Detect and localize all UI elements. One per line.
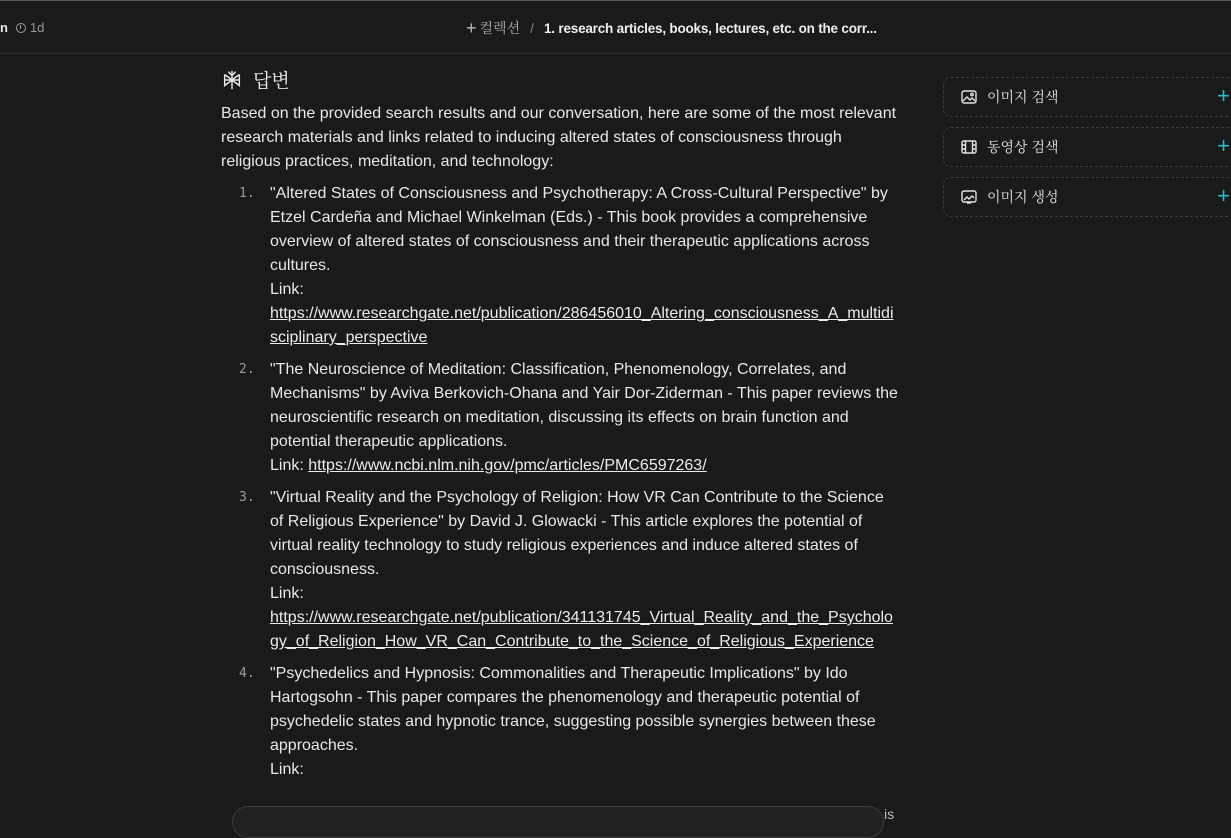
image-generate-button[interactable]	[943, 177, 1231, 217]
add-icon[interactable]: +	[1217, 183, 1230, 208]
breadcrumb	[466, 18, 877, 38]
item-text: "The Neuroscience of Meditation: Classification, Phenomenology, Correlates, and Mechanisms" by Aviva Berkovich-Ohana and Yair Dor-Ziderman - This paper reviews the neuroscientific research on meditation, discussing its effects on brain function and potential therapeutic applications.	[270, 361, 898, 450]
answer-heading	[221, 66, 290, 93]
thread-age-text: 1d	[29, 20, 45, 35]
cutoff-text: is	[884, 806, 895, 822]
video-search-button[interactable]	[943, 127, 1231, 167]
plus-icon: +	[466, 18, 477, 38]
reference-link[interactable]: https://www.researchgate.net/publication/286456010_Altering_consciousness_A_multidisciplinary_perspective	[270, 305, 894, 346]
list-item	[221, 662, 901, 782]
add-icon[interactable]: +	[1217, 133, 1230, 158]
reference-link[interactable]: https://www.researchgate.net/publication/341131745_Virtual_Reality_and_the_Psychology_of_Religion_How_VR_Can_Contribute_to_the_Science_of_Religious_Experience	[270, 609, 893, 650]
item-text: "Virtual Reality and the Psychology of Religion: How VR Can Contribute to the Science of Religious Experience" by David J. Glowacki - This article explores the potential of virtual reality technology to study religious experiences and induce altered states of consciousness.	[270, 489, 884, 578]
item-number: 4.	[239, 666, 255, 681]
thread-age	[16, 20, 44, 35]
item-text: "Psychedelics and Hypnosis: Commonalities and Therapeutic Implications" by Ido Hartogsohn - This paper compares the phenomenology and therapeutic potential of psychedelic states and hypnotic trance, suggesting possible synergies between these approaches.	[270, 665, 876, 754]
add-icon[interactable]: +	[1217, 83, 1230, 108]
reference-list	[221, 182, 901, 782]
image-search-label: 이미지 검색	[987, 89, 1059, 105]
item-number: 1.	[239, 186, 255, 201]
breadcrumb-separator: /	[530, 20, 534, 36]
link-label: Link:	[270, 281, 304, 298]
video-search-label: 동영상 검색	[987, 139, 1059, 155]
link-label: Link:	[270, 761, 304, 778]
item-number: 2.	[239, 362, 255, 377]
image-icon	[961, 90, 977, 104]
perplexity-logo-icon	[221, 69, 243, 91]
image-generate-label: 이미지 생성	[987, 189, 1059, 205]
image-search-button[interactable]	[943, 77, 1231, 117]
film-icon	[961, 140, 977, 154]
follow-up-input[interactable]	[232, 806, 884, 838]
item-text: "Altered States of Consciousness and Psychotherapy: A Cross-Cultural Perspective" by Etzel Cardeña and Michael Winkelman (Eds.) - This book provides a comprehensive overview of altered states of consciousness and their therapeutic applications across cultures.	[270, 185, 888, 274]
image-generate-icon	[961, 190, 977, 204]
collection-label: 컬렉션	[479, 20, 521, 36]
top-bar	[0, 0, 1231, 54]
list-item	[221, 486, 901, 654]
list-item	[221, 182, 901, 350]
clock-icon	[16, 23, 26, 33]
link-label: Link:	[270, 457, 304, 474]
item-number: 3.	[239, 490, 255, 505]
list-item	[221, 358, 901, 478]
top-left-meta	[0, 20, 44, 35]
add-to-collection-button[interactable]	[466, 18, 520, 38]
link-label: Link:	[270, 585, 304, 602]
reference-link[interactable]: https://www.ncbi.nlm.nih.gov/pmc/articles/PMC6597263/	[308, 457, 707, 474]
media-sidebar	[943, 77, 1231, 227]
thread-title[interactable]: 1. research articles, books, lectures, etc. on the corr...	[543, 20, 877, 36]
answer-intro: Based on the provided search results and our conversation, here are some of the most relevant research materials and links related to inducing altered states of consciousness through religious practices, meditation, and technology:	[221, 105, 897, 170]
answer-body	[221, 102, 901, 790]
brand-fragment: n	[0, 20, 8, 35]
answer-heading-text: 답변	[253, 71, 290, 92]
